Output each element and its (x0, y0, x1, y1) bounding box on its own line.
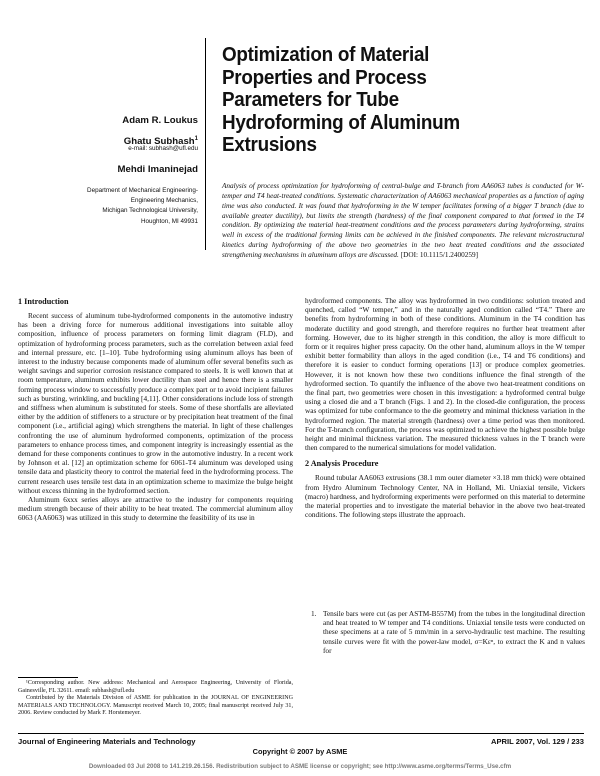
abstract (222, 182, 584, 261)
journal-name: Journal of Engineering Materials and Technology (18, 737, 196, 746)
author-subhash-name: Ghatu Subhash (123, 136, 195, 148)
section-heading-introduction: 1 Introduction (18, 297, 69, 306)
title-divider-rule (205, 38, 206, 250)
author-imaninejad: Mehdi Imaninejad (117, 164, 198, 175)
author-affiliation (80, 186, 198, 227)
right-column (305, 296, 585, 519)
paper-title (222, 44, 553, 157)
left-column (18, 296, 293, 523)
footnotes (18, 680, 293, 718)
footer-rule (18, 733, 584, 734)
affiliation-line: Engineering Mechanics, (130, 197, 198, 205)
abstract-text: Analysis of process optimization for hydroforming of central-bulge and T-branch from AA6063 tubes is conducted for W-temper and T4 heat-treated conditions. Systematic characterization of AA6063 mechanical properties as a function of aging time was also conducted. It was found that hydroforming in the W temper facilitates forming of a bigger T branch (due to available greater ductility), but limits the strength (hardness) of the final component compared to that formed in the T4 condition. By optimizing the material heat-treatment conditions and the process parameters during hydroforming, strains well in excess of the traditional forming limits can be achieved in the finished components. The relevant microstructural kinetics during hydroforming of the above two geometries in the two heat treated conditions and the associated strengthening mechanisms in aluminum alloys are discussed. (222, 182, 584, 259)
title-line: Parameters for Tube (222, 88, 399, 112)
list-item-text: Tensile bars were cut (as per ASTM-B557M) from the tubes in the longitudinal direction and heat treated to W temper and T4 conditions. Uniaxial tensile tests were conducted on these specimens at a rate of 5 mm/min in a servo-hydraulic test machine. The resulting tensile curves were fit with the power-law model, σ=Kεⁿ, to extract the K and n values for (323, 609, 585, 655)
procedure-list (305, 609, 585, 655)
footnote-contributed: Contributed by the Materials Division of ASME for publication in the JOURNAL OF ENGINEERING MATERIALS AND TECHNOLOGY. Manuscript received March 10, 2005; final manuscript received July 31, 2006. Review conducted by Mark F. Horstemeyer. (18, 695, 293, 717)
author-email: e-mail: subhash@ufl.edu (128, 145, 198, 152)
section-heading-analysis-procedure: 2 Analysis Procedure (305, 459, 379, 469)
title-line: Properties and Process (222, 65, 427, 89)
list-item-number: 1. (311, 609, 317, 618)
affiliation-line: Michigan Technological University, (102, 207, 198, 215)
author-loukus: Adam R. Loukus (122, 115, 198, 126)
intro-paragraph-2: Aluminum 6xxx series alloys are attractive to the industry for components requiring medium strength because of their ability to be heat treated. The commercial aluminum alloy 6063 (AA6063) was utilized in this study to determine the feasibility of its use in (18, 495, 293, 523)
footnote-corresponding: ¹Corresponding author. New address: Mechanical and Aerospace Engineering, University of Florida, Gainesville, FL 32611. email: subhash@ufl.edu (18, 680, 293, 694)
abstract-doi: [DOI: 10.1115/1.2400259] (400, 250, 479, 259)
title-line: Extrusions (222, 133, 317, 157)
affiliation-line: Department of Mechanical Engineering- (87, 187, 198, 194)
footnote-rule (18, 677, 78, 678)
list-item (305, 609, 585, 655)
author-subhash-footnote-mark: 1 (194, 136, 198, 142)
intro-paragraph-1: Recent success of aluminum tube-hydroformed components in the automotive industry has been a driving force for numerous additional investigations into suitable alloy composition, influence of process parameters on forming limit diagram (FLD), and optimization of hydroforming process parameters, such as the correlation between axial feed and internal pressure, etc. [1–10]. Tube hydroforming using aluminum alloys has been of interest to the industry because components made of aluminum offer several benefits such as weight savings and superior corrosion resistance compared to steels. It is well known that at room temperature, aluminum exhibits lower ductility than steel and hence there is a smaller forming process window to successfully produce a complex part or to avoid incipient failures such as bursting, wrinkling, and buckling [4,11]. Other considerations include loss of strength and stiffness when aluminum is substituted for steels. Some of these shortfalls are alleviated either by the addition of stiffeners to a structure or by precipitation heat treatment of the final component (i.e., artificial aging) which strengthens the material. In light of these challenges confronting the use of aluminum hydroformed components, optimization of the process parameters to enhance process times, and component integrity is increasingly essential as the demand for these components continues to grow in the automotive industry. In a recent work by Johnson et al. [12] an optimization scheme for 6061-T4 aluminum was developed using tensile data and plasticity theory to control the material feed in the hydroforming process. The current research uses tensile test data in an optimization scheme to maximize the bulge height without excess thinning in the hydroformed section. (18, 311, 293, 495)
issue-info: APRIL 2007, Vol. 129 / 233 (490, 737, 584, 746)
copyright: Copyright © 2007 by ASME (252, 747, 348, 756)
title-line: Optimization of Material (222, 43, 430, 66)
affiliation-line: Houghton, MI 49931 (140, 217, 198, 225)
analysis-paragraph-1: Round tubular AA6063 extrusions (38.1 mm outer diameter ×3.18 mm thick) were obtained from Hydro Aluminum Technology Center, NA in Holland, Mi. Uniaxial tensile, Vickers (macro) hardness, and hydroforming experiments were performed on this material to determine the material properties and to investigate the material behavior in the above two heat-treated conditions. The following steps illustrate the approach. (305, 473, 585, 520)
download-notice: Downloaded 03 Jul 2008 to 141.219.26.156. Redistribution subject to ASME license or copyright; see http://www.asme.org/terms/Terms_Use.cfm (88, 763, 512, 770)
intro-paragraph-continued: hydroformed components. The alloy was hydroformed in two conditions: solution treated and quenched, called “W temper,” and in the naturally aged condition called “T4.” There are benefits from hydroforming in both of these conditions. Aluminum in the T4 condition has moderate ductility and good strength, and therefore requires no further heat treatment after forming. However, due to its higher strength in this condition, the alloy is more difficult to form or it requires higher press capacity. On the other hand, aluminum alloys in the W temper exhibit better formability than alloys in the aged condition (i.e., T4 and T6 conditions) and therefore it is easier to conduct forming operations [13] or produce complex geometries. However, it is not known how these two conditions influence the final strength of the hydroformed section. To quantify the influence of the above two heat-treatment conditions on the final part, two geometries were chosen in this investigation: a hydroformed central bulge using a closed die and a T branch (Figs. 1 and 2). In the closed-die configuration, the process was optimized for tube conformance to the die geometry and minimal thickness variation in the hydroformed region. The material strength (hardness) over a time period was then monitored. For the T-branch configuration, the process was optimized to achieve the highest possible bulge height and minimal thickness variation. The measured thickness values in the T branch were then compared to the numerical simulations for model validation. (305, 296, 585, 453)
title-line: Hydroforming of Aluminum (222, 110, 460, 134)
